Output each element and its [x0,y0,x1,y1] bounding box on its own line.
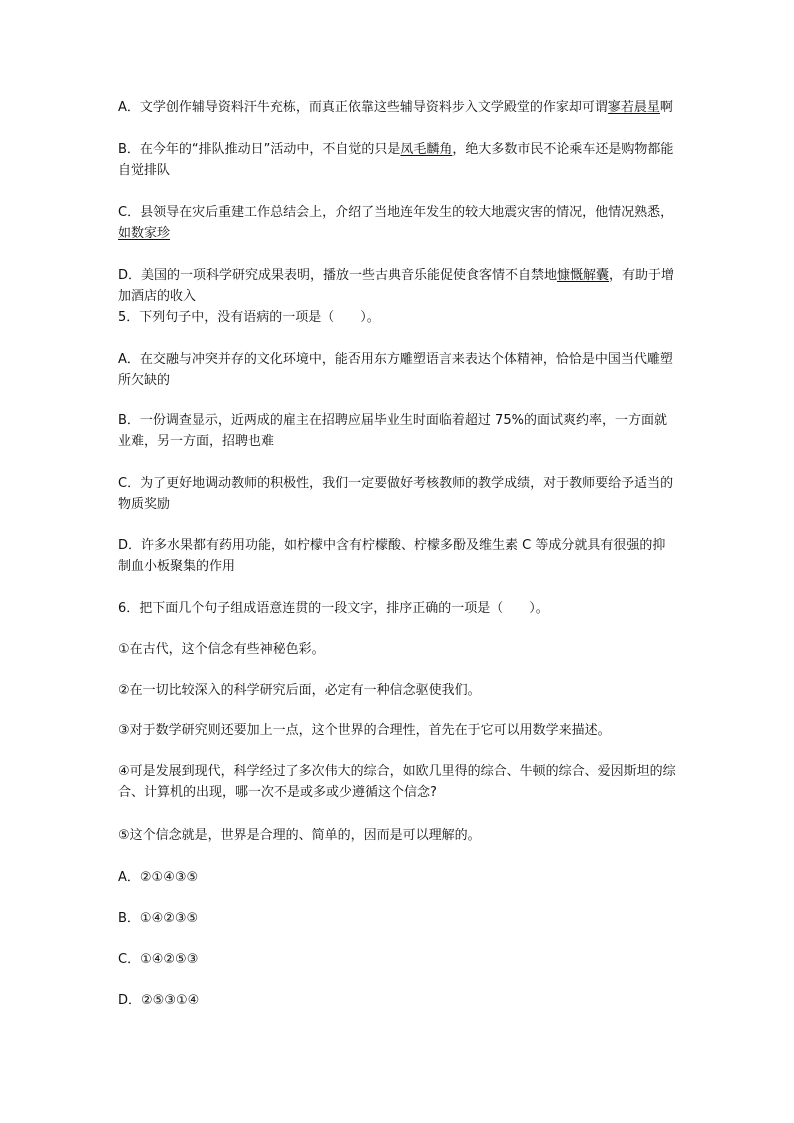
q4-option-a-idiom: 寥若晨星 [607,100,660,115]
q6-option-d: D．②⑤③①④ [118,993,200,1008]
q4-option-d [118,265,678,307]
q5-option-c: C．为了更好地调动教师的积极性，我们一定要做好考核教师的教学成绩，对于教师要给予适当的物质奖励 [118,476,674,512]
q6-option-a: A．②①④③⑤ [118,870,199,885]
q4-option-b-text: B．在今年的“排队推动日”活动中，不自觉的只是 [118,142,401,157]
q5-option-d: D．许多水果都有药用功能，如柠檬中含有柠檬酸、柠檬多酚及维生素 C 等成分就具有很强的抑制血小板聚集的作用 [118,538,666,574]
q5-option-a: A．在交融与冲突并存的文化环境中，能否用东方雕塑语言来表达个体精神，恰恰是中国当代雕塑所欠缺的 [118,352,673,388]
q6-option-c: C．①④②⑤③ [118,952,199,967]
q6-sentence-4: ④可是发展到现代，科学经过了多次伟大的综合，如欧几里得的综合、牛顿的综合、爱因斯坦的综合、计算机的出现，哪一次不是或多或少遵循这个信念? [118,764,676,800]
q6-option-b: B．①④②③⑤ [118,911,199,926]
q4-option-b-tail: ，绝大多数市民不论乘车还是购物都能自觉排队 [118,142,674,178]
q6-sentence-3: ③对于数学研究则还要加上一点，这个世界的合理性，首先在于它可以用数学来描述。 [118,723,611,738]
q4-option-a-tail: 啊 [659,100,673,115]
q5-option-b: B．一份调查显示，近两成的雇主在招聘应届毕业生时面临着超过 75%的面试爽约率，一方面就业难，另一方面，招聘也难 [118,413,667,449]
q4-option-c [118,202,678,244]
q4-option-c-idiom: 如数家珍 [118,226,171,241]
q6-stem: 6．把下面几个句子组成语意连贯的一段文字，排序正确的一项是（ ）。 [118,601,549,616]
q4-option-d-tail: ，有助于增加酒店的收入 [118,268,675,304]
q4-option-c-text: C．县领导在灾后重建工作总结会上，介绍了当地连年发生的较大地震灾害的情况，他情况熟悉， [118,205,674,220]
q6-sentence-1: ①在古代，这个信念有些神秘色彩。 [118,642,325,657]
q4-option-d-text: D．美国的一项科学研究成果表明，播放一些古典音乐能促使食客情不自禁地 [118,268,558,283]
q6-sentence-5: ⑤这个信念就是，世界是合理的、简单的，因而是可以理解的。 [118,828,481,843]
q4-option-b [118,139,678,181]
q6-sentence-2: ②在一切比较深入的科学研究后面，必定有一种信念驱使我们。 [118,683,481,698]
q4-option-a-text: A．文学创作辅导资料汗牛充栋，而真正依靠这些辅导资料步入文学殿堂的作家却可谓 [118,100,608,115]
q4-option-b-idiom: 凤毛麟角 [400,142,453,157]
q5-stem: 5．下列句子中，没有语病的一项是（ ）。 [118,310,380,325]
q4-option-d-idiom: 慷慨解囊 [557,268,610,283]
q4-option-a [118,97,678,118]
